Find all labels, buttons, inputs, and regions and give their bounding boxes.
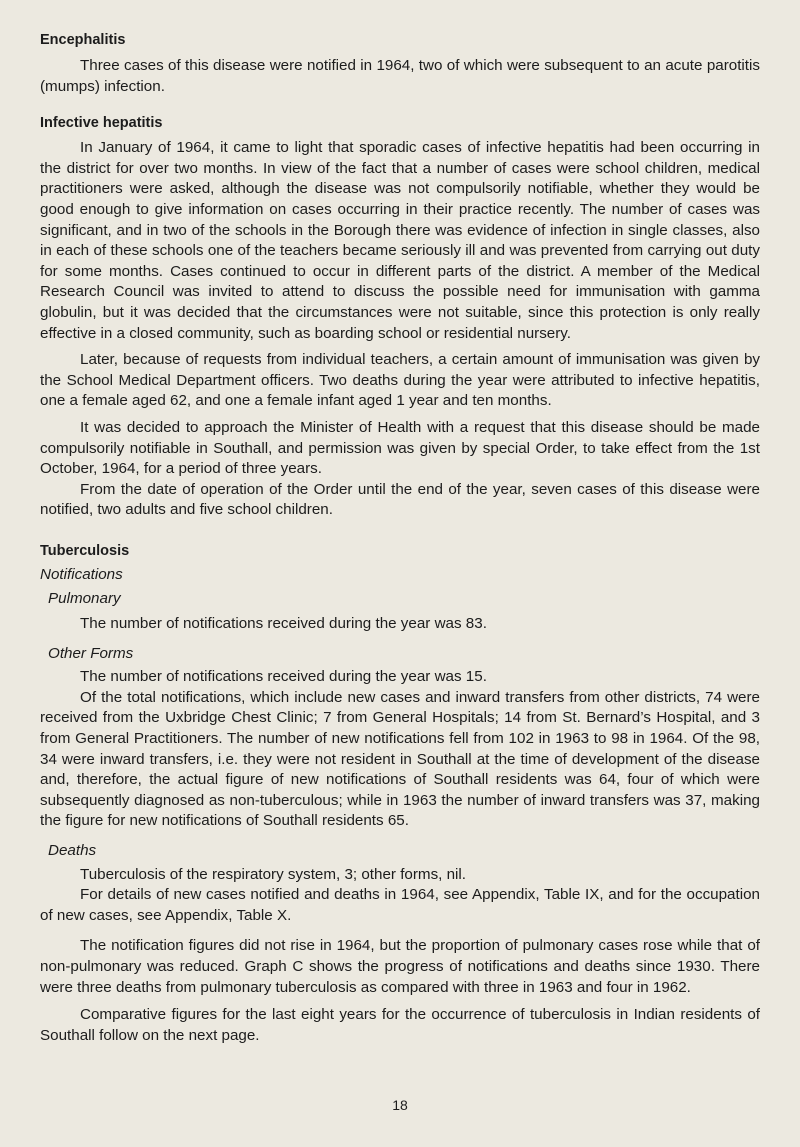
- other-forms-subheading: Other Forms: [48, 644, 134, 662]
- hepatitis-paragraph-3: It was decided to approach the Minister of Health with a request that this disease should be made compulsorily notifiable in Southall, and permission was given by special Order, to take effect from the 1st October, 1964, for a period of three years.: [40, 418, 760, 478]
- pulmonary-paragraph: The number of notifications received during the year was 83.: [80, 615, 487, 633]
- page-content: [40, 30, 760, 1046]
- encephalitis-paragraph: Three cases of this disease were notified in 1964, two of which were subsequent to an acute parotitis (mumps) infection.: [40, 57, 760, 95]
- total-notifications-paragraph: Of the total notifications, which include new cases and inward transfers from other districts, 74 were received from the Uxbridge Chest Clinic; 7 from General Hospitals; 14 from St. Bernard’s Hospital, and 3 from General Practitioners. The number of new notifications fell from 102 in 1963 to 98 in 1964. Of the 98, 34 were inward transfers, i.e. they were not resident in Southall at the time of development of the disease and, therefore, the actual figure of new notifications of Southall residents was 64, four of which were subsequently diagnosed as non-tuberculous; while in 1963 the number of inward transfers was 37, making the figure for new notifications of Southall residents 65.: [40, 688, 760, 830]
- pulmonary-subheading: Pulmonary: [48, 590, 121, 608]
- page-number: 18: [392, 1097, 408, 1113]
- details-paragraph: For details of new cases notified and deaths in 1964, see Appendix, Table IX, and for the occupation of new cases, see Appendix, Table X.: [40, 886, 760, 924]
- notifications-subheading: Notifications: [40, 565, 123, 583]
- tuberculosis-heading: Tuberculosis: [40, 542, 130, 559]
- comparative-figures-paragraph: Comparative figures for the last eight years for the occurrence of tuberculosis in Indian residents of Southall follow on the next page.: [40, 1006, 760, 1044]
- other-forms-paragraph: The number of notifications received during the year was 15.: [80, 668, 487, 686]
- deaths-subheading: Deaths: [48, 842, 97, 859]
- hepatitis-paragraph-4: From the date of operation of the Order until the end of the year, seven cases of this disease were notified, two adults and five school children.: [40, 480, 760, 519]
- notification-figures-paragraph: The notification figures did not rise in 1964, but the proportion of pulmonary cases rose while that of non-pulmonary was reduced. Graph C shows the progress of notifications and deaths since 1930. There were three deaths from pulmonary tuberculosis as compared with three in 1963 and four in 1962.: [40, 937, 760, 996]
- deaths-paragraph: Tuberculosis of the respiratory system, 3; other forms, nil.: [80, 865, 467, 883]
- hepatitis-paragraph-2: Later, because of requests from individual teachers, a certain amount of immunisation was given by the School Medical Department officers. Two deaths during the year were attributed to infective hepatitis, one a female aged 62, and one a female infant aged 1 year and ten months.: [40, 351, 760, 410]
- hepatitis-paragraph-1: In January of 1964, it came to light that sporadic cases of infective hepatitis had been occurring in the district for over two months. In view of the fact that a number of cases were school children, medical practitioners were asked, although the disease was not compulsorily notifiable, whether they would be good enough to give information on cases occurring in their practice recently. The number of cases was significant, and in two of the schools in the Borough there was evidence of infection in single classes, also in each of these schools one of the teachers became seriously ill and was prevented from carrying out duty for some months. Cases continued to occur in different parts of the district. A member of the Medical Research Council was invited to attend to discuss the possible need for immunisation with gamma globulin, but it was decided that the circumstances were not suitable, since this protection is only really effective in a closed community, such as boarding school or residential nursery.: [40, 139, 760, 342]
- encephalitis-heading: Encephalitis: [40, 32, 126, 48]
- hepatitis-heading: Infective hepatitis: [40, 115, 163, 132]
